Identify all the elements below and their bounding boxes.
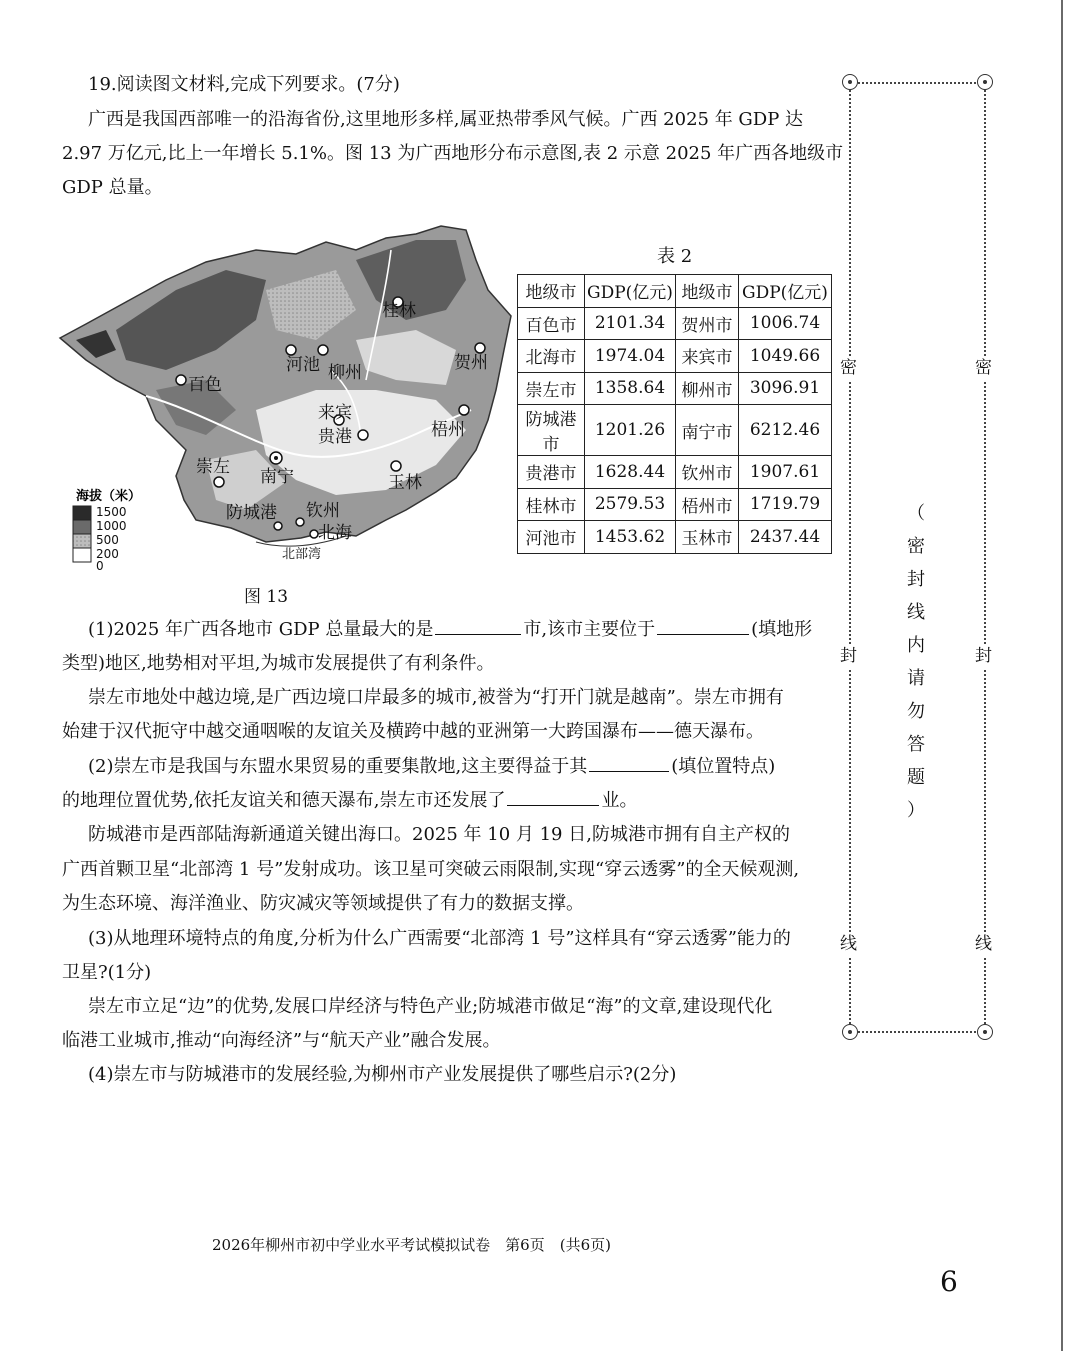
table-cell: 崇左市	[518, 372, 585, 405]
table-row	[518, 372, 832, 405]
table-header-row	[518, 275, 832, 308]
table-cell: 2579.53	[585, 488, 676, 521]
map-city-label: 河池	[286, 355, 320, 375]
table-cell: 1358.64	[585, 372, 676, 405]
map-city-label: 崇左	[196, 457, 230, 477]
binding-hole-icon	[977, 74, 993, 90]
q1-answer-blank-1[interactable]	[435, 614, 521, 635]
table-cell: 1719.79	[739, 488, 832, 521]
intro-line-2: 2.97 万亿元,比上一年增长 5.1%。图 13 为广西地形分布示意图,表 2 示意 2025 年广西各地级市	[62, 143, 844, 164]
table-header-cell: GDP(亿元)	[739, 275, 832, 308]
q1-text-b: 市,该市主要位于	[523, 619, 656, 640]
table-cell: 北海市	[518, 340, 585, 373]
material-1-line-1: 崇左市地处中越边境,是广西边境口岸最多的城市,被誉为“打开门就是越南”。崇左市拥有	[88, 687, 784, 708]
table-header-cell: 地级市	[518, 275, 585, 308]
q1-text-a: (1)2025 年广西各地市 GDP 总量最大的是	[88, 619, 434, 640]
map-city-label: 玉林	[388, 473, 422, 493]
table-row	[518, 521, 832, 554]
q2-text-d: 业。	[601, 790, 638, 811]
material-2-line-2: 广西首颗卫星“北部湾 1 号”发射成功。该卫星可突破云雨限制,实现“穿云透雾”的全天候观测,	[62, 859, 800, 880]
warning-char: 线	[907, 602, 925, 623]
map-gulf-label: 北部湾	[282, 547, 322, 562]
map-city-label: 贵港	[318, 427, 352, 447]
table-cell: 3096.91	[739, 372, 832, 405]
q1-line-2: 类型)地区,地势相对平坦,为城市发展提供了有利条件。	[62, 653, 495, 674]
material-2-line-3: 为生态环境、海洋渔业、防灾减灾等领域提供了有力的数据支撑。	[62, 893, 584, 914]
table-row	[518, 307, 832, 340]
table-cell: 1049.66	[739, 340, 832, 373]
page-footer: 2026年柳州市初中学业水平考试模拟试卷 第6页 (共6页)	[212, 1236, 611, 1254]
material-3-line-2: 临港工业城市,推动“向海经济”与“航天产业”融合发展。	[62, 1030, 501, 1051]
map-city-label: 柳州	[328, 363, 362, 383]
table-cell: 2101.34	[585, 307, 676, 340]
binding-warning	[903, 497, 929, 827]
table-row	[518, 488, 832, 521]
binding-hole-icon	[977, 1024, 993, 1040]
warning-char: 勿	[907, 701, 925, 722]
table-cell: 1453.62	[585, 521, 676, 554]
table-cell: 1006.74	[739, 307, 832, 340]
q1-line-1	[88, 613, 812, 647]
intro-line-1: 广西是我国西部唯一的沿海省份,这里地形多样,属亚热带季风气候。广西 2025 年 GDP 达	[88, 109, 804, 130]
table-cell: 1201.26	[585, 405, 676, 456]
q4-line: (4)崇左市与防城港市的发展经验,为柳州市产业发展提供了哪些启示?(2分)	[88, 1064, 677, 1085]
table-cell: 来宾市	[676, 340, 739, 373]
gdp-table	[517, 274, 832, 554]
legend-value: 1500	[96, 505, 127, 519]
table-cell: 柳州市	[676, 372, 739, 405]
q2-answer-blank-2[interactable]	[507, 785, 599, 806]
map-city-label: 百色	[188, 375, 222, 395]
q3-line-1: (3)从地理环境特点的角度,分析为什么广西需要“北部湾 1 号”这样具有“穿云透雾”能力的	[88, 928, 791, 949]
table-cell: 河池市	[518, 521, 585, 554]
table-cell: 贺州市	[676, 307, 739, 340]
material-3-line-1: 崇左市立足“边”的优势,发展口岸经济与特色产业;防城港市做足“海”的文章,建设现代化	[88, 996, 773, 1017]
material-2-line-1: 防城港市是西部陆海新通道关键出海口。2025 年 10 月 19 日,防城港市拥有自主产权的	[88, 824, 790, 845]
legend-value: 200	[96, 547, 119, 561]
figure-caption: 图 13	[244, 587, 289, 607]
elevation-legend	[73, 488, 141, 573]
binding-hole-icon	[842, 1024, 858, 1040]
q2-line-2	[62, 784, 637, 818]
warning-char: 答	[907, 734, 925, 755]
map-city-label: 贺州	[454, 353, 488, 373]
warning-char: ）	[907, 800, 925, 821]
map-city-label: 来宾	[318, 403, 352, 423]
table-cell: 1907.61	[739, 456, 832, 489]
binding-label-feng: 封	[840, 646, 857, 666]
q1-answer-blank-2[interactable]	[657, 614, 749, 635]
q2-text-b: (填位置特点)	[671, 756, 776, 777]
table-cell: 百色市	[518, 307, 585, 340]
table-cell: 防城港市	[518, 405, 585, 456]
table-cell: 梧州市	[676, 488, 739, 521]
warning-char: 内	[907, 635, 925, 656]
warning-char: 封	[907, 569, 925, 590]
warning-char: 题	[907, 767, 925, 788]
warning-char: 请	[907, 668, 925, 689]
legend-value: 0	[96, 559, 104, 573]
q2-answer-blank-1[interactable]	[589, 751, 669, 772]
question-title: 19.阅读图文材料,完成下列要求。(7分)	[88, 74, 400, 95]
page-edge-line	[1061, 0, 1063, 1351]
map-city-label: 北海	[318, 523, 352, 543]
guangxi-terrain-map	[56, 220, 516, 590]
table-row	[518, 340, 832, 373]
table-cell: 2437.44	[739, 521, 832, 554]
binding-label-feng: 封	[975, 646, 992, 666]
warning-char: 密	[907, 536, 925, 557]
q3-line-2: 卫星?(1分)	[62, 962, 152, 983]
table-cell: 1628.44	[585, 456, 676, 489]
q2-text-c: 的地理位置优势,依托友谊关和德天瀑布,崇左市还发展了	[62, 790, 506, 811]
table-cell: 钦州市	[676, 456, 739, 489]
warning-char: （	[907, 503, 925, 524]
table-cell: 南宁市	[676, 405, 739, 456]
table-row	[518, 405, 832, 456]
map-city-label: 防城港	[226, 503, 277, 523]
material-1-line-2: 始建于汉代扼守中越交通咽喉的友谊关及横跨中越的亚洲第一大跨国瀑布——德天瀑布。	[62, 721, 764, 742]
map-city-label: 桂林	[382, 301, 416, 321]
map-city-label: 南宁	[260, 467, 294, 487]
table-cell: 贵港市	[518, 456, 585, 489]
q2-text-a: (2)崇左市是我国与东盟水果贸易的重要集散地,这主要得益于其	[88, 756, 588, 777]
binding-label-xian: 线	[975, 934, 992, 954]
q1-text-c: (填地形	[751, 619, 813, 640]
binding-hole-icon	[842, 74, 858, 90]
table-cell: 6212.46	[739, 405, 832, 456]
table-cell: 桂林市	[518, 488, 585, 521]
map-city-label: 钦州	[306, 501, 340, 521]
table-title: 表 2	[657, 246, 693, 267]
legend-value: 500	[96, 533, 119, 547]
table-row	[518, 456, 832, 489]
map-city-label: 梧州	[431, 420, 465, 440]
legend-title: 海拔（米）	[76, 489, 142, 504]
table-header-cell: GDP(亿元)	[585, 275, 676, 308]
q2-line-1	[88, 750, 775, 784]
table-cell: 1974.04	[585, 340, 676, 373]
binding-label-mi: 密	[840, 358, 857, 378]
table-cell: 玉林市	[676, 521, 739, 554]
binding-label-mi: 密	[975, 358, 992, 378]
legend-value: 1000	[96, 519, 127, 533]
page-number: 6	[940, 1265, 958, 1298]
binding-label-xian: 线	[840, 934, 857, 954]
table-header-cell: 地级市	[676, 275, 739, 308]
intro-line-3: GDP 总量。	[62, 177, 163, 198]
